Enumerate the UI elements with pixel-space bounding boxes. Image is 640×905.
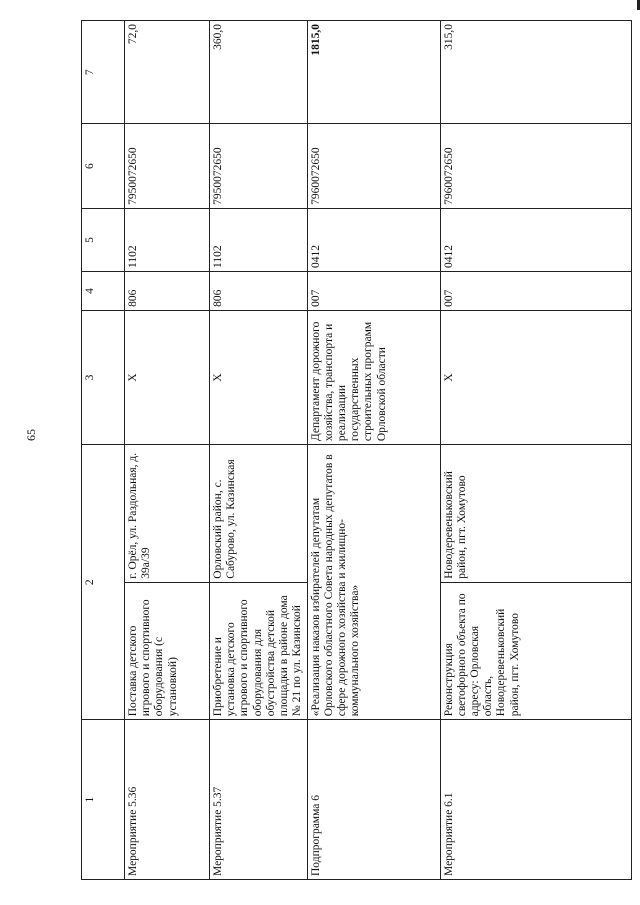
table-header-row [82, 21, 125, 880]
header-cell-4: 4 [82, 272, 125, 311]
target-article-cell: 7950072650 [210, 124, 308, 209]
measure-description: Реконструкция светофорного объекта по адресу: Орловская область, Новодеревеньковский район, пгт. Хомутово [441, 582, 631, 719]
row-label: Мероприятие 5.37 [210, 720, 308, 880]
description-cell [210, 445, 308, 720]
row-label: Мероприятие 5.36 [125, 720, 210, 880]
table-row [125, 21, 210, 880]
executor-cell: Х [125, 310, 210, 444]
section-cell: 1102 [210, 208, 308, 271]
page-number: 65 [24, 429, 38, 441]
executor-cell: Х [210, 310, 308, 444]
amount-cell: 360,0 [210, 21, 308, 124]
subprogram-description: «Реализация наказов избирателей депутатам Орловского областного Совета народных депутатов в сфере дорожного хозяйства и жилищно-коммунального хозяйства» [307, 445, 440, 720]
section-cell: 0412 [440, 208, 631, 271]
table-row [307, 21, 440, 880]
amount-cell: 72,0 [125, 21, 210, 124]
code-cell: 806 [210, 272, 308, 311]
row-label: Мероприятие 6.1 [440, 720, 631, 880]
target-article-cell: 7960072650 [307, 124, 440, 209]
table-row [440, 21, 631, 880]
measure-address: г. Орёл, ул. Раздольная, д. 39а/39 [127, 452, 153, 579]
target-article-cell: 7960072650 [440, 124, 631, 209]
description-cell [125, 445, 210, 720]
target-article-cell: 7950072650 [125, 124, 210, 209]
code-cell: 806 [125, 272, 210, 311]
code-cell: 007 [307, 272, 440, 311]
description-cell [440, 445, 631, 720]
amount-cell: 1815,0 [307, 21, 440, 124]
section-cell: 1102 [125, 208, 210, 271]
measure-description: Поставка детского игрового и спортивного оборудования (с установкой) [125, 582, 209, 719]
header-cell-1: 1 [82, 720, 125, 880]
measure-address: Орловский район, с. Сабурово, ул. Казинская [212, 459, 238, 579]
header-cell-6: 6 [82, 124, 125, 209]
header-cell-7: 7 [82, 21, 125, 124]
table-row [210, 21, 308, 880]
section-cell: 0412 [307, 208, 440, 271]
header-cell-3: 3 [82, 310, 125, 444]
rotated-table-wrapper [81, 20, 594, 880]
header-cell-2: 2 [82, 445, 125, 720]
budget-table [81, 20, 632, 880]
measure-description: Приобретение и установка детского игрового и спортивного оборудования для обустройства детской площадки в районе дома № 21 по ул. Казинской [210, 582, 307, 719]
executor-cell: Х [440, 310, 631, 444]
row-label: Подпрограмма 6 [307, 720, 440, 880]
measure-address: Новодеревеньковский район, пгт. Хомутово [442, 471, 468, 579]
amount-cell: 315,0 [440, 21, 631, 124]
executor-cell: Департамент дорожного хозяйства, транспорта и реализации государственных строительных программ Орловской области [307, 310, 440, 444]
header-cell-5: 5 [82, 208, 125, 271]
code-cell: 007 [440, 272, 631, 311]
